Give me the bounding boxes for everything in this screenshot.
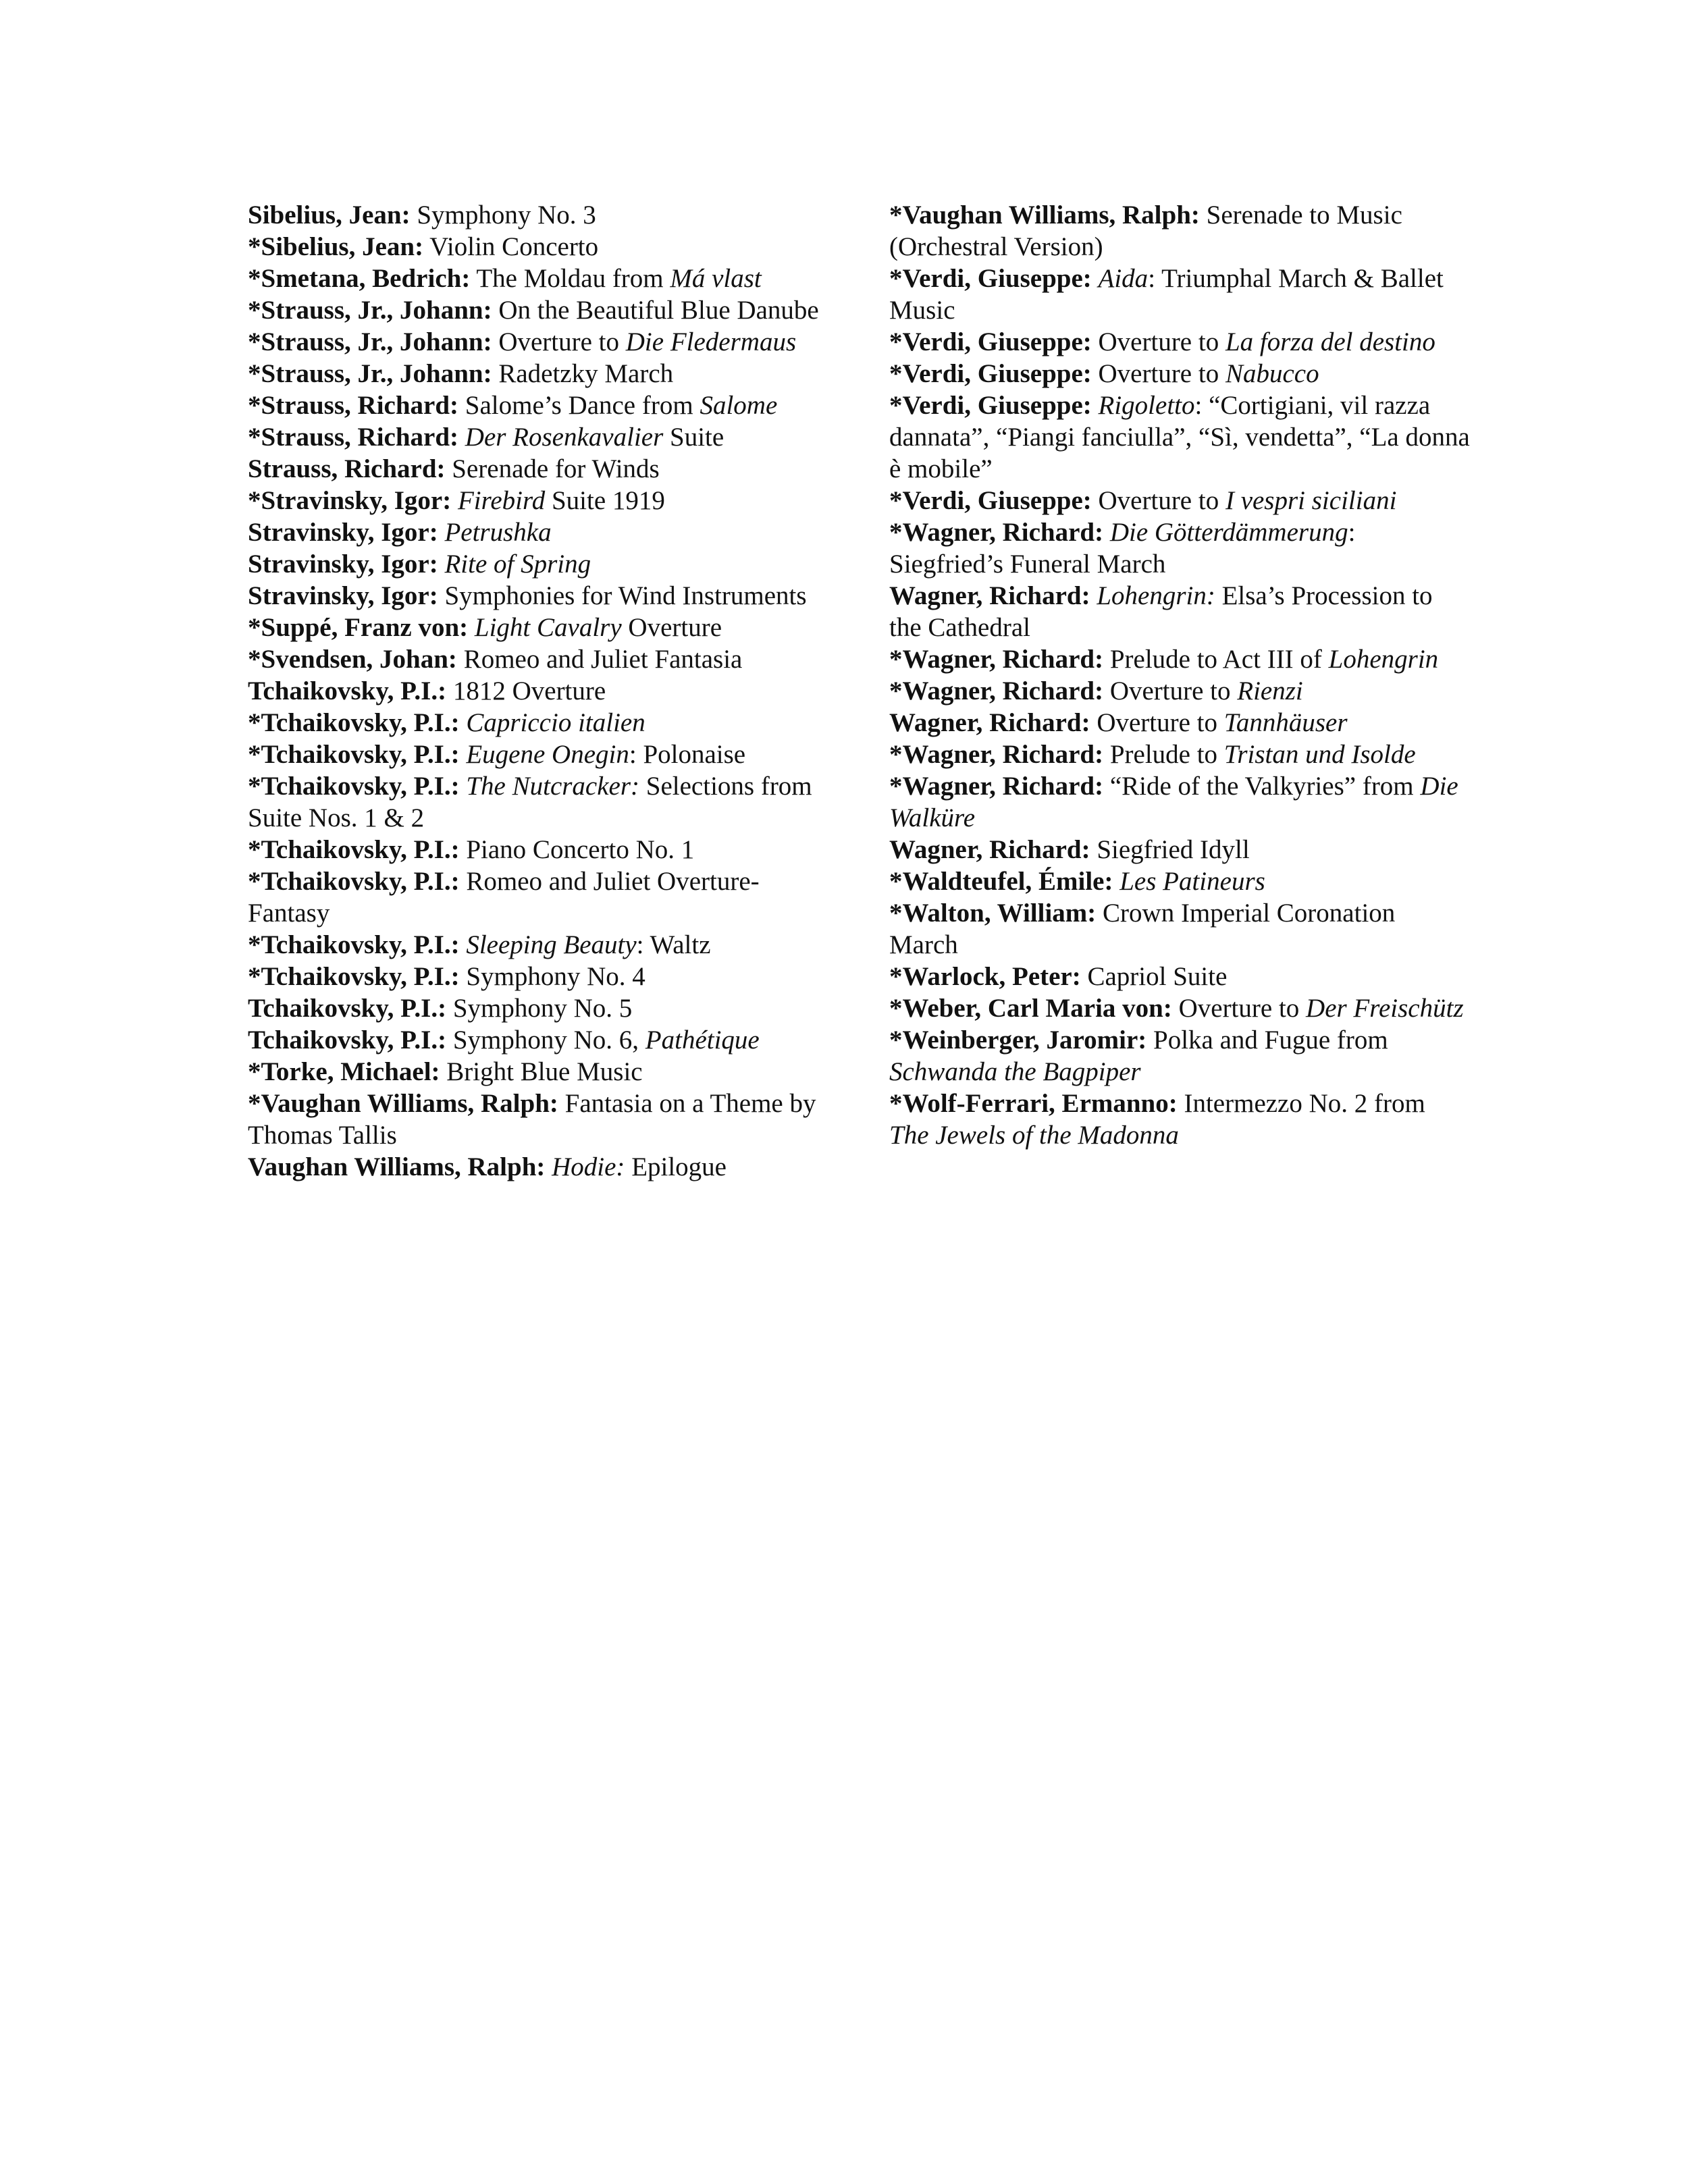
repertoire-entry	[248, 1024, 828, 1056]
repertoire-entry	[889, 675, 1470, 707]
work-text: Symphony No. 4	[459, 962, 645, 991]
work-text: 1812 Overture	[446, 676, 606, 705]
work-title-italic: Má vlast	[670, 264, 762, 293]
repertoire-entry	[889, 358, 1470, 390]
repertoire-entry	[248, 516, 828, 548]
work-text: Siegfried Idyll	[1090, 835, 1250, 864]
composer-name: *Weber, Carl Maria von:	[889, 994, 1172, 1023]
composer-name: *Strauss, Richard:	[248, 423, 459, 452]
work-title-italic: Lohengrin:	[1097, 581, 1215, 610]
repertoire-entry	[248, 580, 828, 612]
repertoire-entry	[248, 643, 828, 675]
work-text: Elsa’s Procession to the Cathedral	[889, 581, 1433, 642]
composer-name: Stravinsky, Igor:	[248, 550, 438, 579]
composer-name: Wagner, Richard:	[889, 708, 1090, 737]
composer-name: *Verdi, Giuseppe:	[889, 486, 1092, 515]
work-text	[438, 550, 445, 579]
repertoire-entry	[248, 1088, 828, 1151]
work-text: Symphonies for Wind Instruments	[438, 581, 807, 610]
work-title-italic: Nabucco	[1225, 359, 1319, 388]
composer-name: *Stravinsky, Igor:	[248, 486, 452, 515]
work-text: Romeo and Juliet Overture-Fantasy	[248, 867, 760, 928]
work-title-italic: Rienzi	[1237, 676, 1303, 705]
repertoire-entry	[248, 707, 828, 739]
composer-name: *Tchaikovsky, P.I.:	[248, 930, 460, 959]
repertoire-entry	[248, 421, 828, 453]
repertoire-entry	[248, 263, 828, 294]
work-text: : “Cortigiani, vil razza dannata”, “Piangi fanciulla”, “Sì, vendetta”, “La donna è mobile”	[889, 391, 1470, 483]
work-text: Radetzky March	[492, 359, 674, 388]
work-title-italic: Firebird	[457, 486, 546, 515]
repertoire-entry	[248, 326, 828, 358]
work-text: Overture	[621, 613, 722, 642]
work-text	[1090, 581, 1097, 610]
composer-name: *Weinberger, Jaromir:	[889, 1026, 1147, 1055]
work-text	[460, 772, 467, 801]
work-title-italic: The Nutcracker:	[466, 772, 640, 801]
work-text: Symphony No. 5	[446, 994, 633, 1023]
work-title-italic: Salome	[700, 391, 778, 420]
work-text: Romeo and Juliet Fantasia	[456, 645, 743, 674]
repertoire-entry	[248, 231, 828, 263]
composer-name: *Tchaikovsky, P.I.:	[248, 740, 460, 769]
work-text: Overture to	[1091, 327, 1225, 356]
repertoire-entry	[248, 199, 828, 231]
repertoire-entry	[889, 580, 1470, 643]
left-column	[248, 199, 828, 1183]
composer-name: *Verdi, Giuseppe:	[889, 391, 1092, 420]
work-title-italic: Die Götterdämmerung	[1109, 518, 1348, 547]
composer-name: *Vaughan Williams, Ralph:	[889, 201, 1200, 230]
work-text: : Waltz	[636, 930, 711, 959]
repertoire-entry	[248, 675, 828, 707]
work-text: Overture to	[492, 327, 626, 356]
work-text: Intermezzo No. 2 from	[1177, 1089, 1425, 1118]
work-title-italic: Hodie:	[552, 1152, 625, 1181]
work-title-italic: Light Cavalry	[474, 613, 622, 642]
composer-name: Vaughan Williams, Ralph:	[248, 1152, 546, 1181]
work-text	[451, 486, 458, 515]
work-text: Overture to	[1103, 676, 1238, 705]
composer-name: *Verdi, Giuseppe:	[889, 327, 1092, 356]
composer-name: Stravinsky, Igor:	[248, 518, 438, 547]
work-text: Symphony No. 3	[410, 201, 596, 230]
repertoire-entry	[248, 865, 828, 929]
work-text: Overture to	[1090, 708, 1224, 737]
work-title-italic: Der Freischütz	[1306, 994, 1464, 1023]
repertoire-entry	[248, 294, 828, 326]
work-text: Suite	[663, 423, 724, 452]
composer-name: Strauss, Richard:	[248, 454, 446, 483]
composer-name: *Torke, Michael:	[248, 1057, 440, 1086]
work-text	[438, 518, 445, 547]
composer-name: Tchaikovsky, P.I.:	[248, 676, 447, 705]
work-text: Epilogue	[625, 1152, 727, 1181]
work-text: Selections from Suite Nos. 1 & 2	[248, 772, 812, 832]
work-text	[460, 708, 467, 737]
repertoire-entry	[248, 739, 828, 770]
work-title-italic: Der Rosenkavalier	[465, 423, 664, 452]
composer-name: Tchaikovsky, P.I.:	[248, 1026, 447, 1055]
composer-name: *Tchaikovsky, P.I.:	[248, 867, 460, 896]
work-title-italic: Rigoletto	[1098, 391, 1195, 420]
work-text: Overture to	[1091, 359, 1225, 388]
repertoire-entry	[248, 992, 828, 1024]
work-text: Serenade to Music (Orchestral Version)	[889, 201, 1402, 261]
composer-name: *Tchaikovsky, P.I.:	[248, 835, 460, 864]
work-title-italic: Die Walküre	[889, 772, 1458, 832]
work-text: Symphony No. 6,	[446, 1026, 645, 1055]
work-text: Suite 1919	[545, 486, 665, 515]
composer-name: *Svendsen, Johan:	[248, 645, 457, 674]
repertoire-entry	[889, 485, 1470, 516]
repertoire-entry	[248, 453, 828, 485]
work-title-italic: La forza del destino	[1225, 327, 1435, 356]
composer-name: *Tchaikovsky, P.I.:	[248, 772, 460, 801]
work-title-italic: Die Fledermaus	[625, 327, 797, 356]
work-text: Crown Imperial Coronation March	[889, 899, 1396, 959]
work-text: : Triumphal March & Ballet Music	[889, 264, 1444, 325]
composer-name: *Sibelius, Jean:	[248, 232, 424, 261]
work-title-italic: The Jewels of the Madonna	[889, 1121, 1179, 1150]
work-text	[460, 740, 467, 769]
composer-name: *Strauss, Jr., Johann:	[248, 296, 492, 325]
repertoire-entry	[248, 1056, 828, 1088]
work-text	[545, 1152, 552, 1181]
composer-name: Tchaikovsky, P.I.:	[248, 994, 447, 1023]
composer-name: *Wagner, Richard:	[889, 645, 1104, 674]
work-title-italic: Tannhäuser	[1223, 708, 1348, 737]
repertoire-entry	[889, 961, 1470, 992]
work-title-italic: Sleeping Beauty	[466, 930, 637, 959]
work-text	[1092, 264, 1099, 293]
composer-name: *Vaughan Williams, Ralph:	[248, 1089, 558, 1118]
repertoire-entry	[248, 961, 828, 992]
work-text: : Polonaise	[629, 740, 746, 769]
work-text: Capriol Suite	[1080, 962, 1228, 991]
repertoire-entry	[889, 1088, 1470, 1151]
work-title-italic: Les Patineurs	[1119, 867, 1265, 896]
work-title-italic: Eugene Onegin	[466, 740, 629, 769]
work-text: : Siegfried’s Funeral March	[889, 518, 1356, 579]
work-text: On the Beautiful Blue Danube	[492, 296, 819, 325]
work-text	[1103, 518, 1110, 547]
composer-name: *Smetana, Bedrich:	[248, 264, 471, 293]
work-text	[1092, 391, 1099, 420]
work-text: Violin Concerto	[423, 232, 599, 261]
composer-name: *Wagner, Richard:	[889, 676, 1104, 705]
composer-name: Wagner, Richard:	[889, 581, 1090, 610]
composer-name: *Wagner, Richard:	[889, 518, 1104, 547]
work-title-italic: Capriccio italien	[466, 708, 645, 737]
work-title-italic: Lohengrin	[1328, 645, 1439, 674]
composer-name: Wagner, Richard:	[889, 835, 1090, 864]
composer-name: *Wagner, Richard:	[889, 740, 1104, 769]
repertoire-entry	[889, 263, 1470, 326]
composer-name: *Tchaikovsky, P.I.:	[248, 708, 460, 737]
composer-name: *Walton, William:	[889, 899, 1097, 928]
work-text: Salome’s Dance from	[458, 391, 700, 420]
repertoire-entry	[248, 1151, 828, 1183]
work-text: Bright Blue Music	[440, 1057, 643, 1086]
composer-name: *Strauss, Jr., Johann:	[248, 327, 492, 356]
repertoire-entry	[889, 199, 1470, 263]
composer-name: *Strauss, Richard:	[248, 391, 459, 420]
composer-name: *Verdi, Giuseppe:	[889, 264, 1092, 293]
work-text: Polka and Fugue from	[1146, 1026, 1388, 1055]
work-title-italic: Schwanda the Bagpiper	[889, 1057, 1141, 1086]
composer-name: *Verdi, Giuseppe:	[889, 359, 1092, 388]
composer-name: *Wagner, Richard:	[889, 772, 1104, 801]
repertoire-entry	[889, 516, 1470, 580]
repertoire-entry	[889, 992, 1470, 1024]
repertoire-entry	[248, 485, 828, 516]
right-column	[889, 199, 1470, 1151]
repertoire-entry	[889, 707, 1470, 739]
composer-name: Stravinsky, Igor:	[248, 581, 438, 610]
repertoire-entry	[889, 390, 1470, 485]
repertoire-entry	[248, 358, 828, 390]
composer-name: *Warlock, Peter:	[889, 962, 1081, 991]
work-text	[468, 613, 475, 642]
work-text: Overture to	[1171, 994, 1307, 1023]
repertoire-entry	[248, 770, 828, 834]
work-title-italic: I vespri siciliani	[1225, 486, 1397, 515]
work-text	[458, 423, 465, 452]
work-text: Piano Concerto No. 1	[459, 835, 695, 864]
composer-name: *Strauss, Jr., Johann:	[248, 359, 492, 388]
repertoire-entry	[889, 326, 1470, 358]
composer-name: *Waldteufel, Émile:	[889, 867, 1113, 896]
repertoire-entry	[889, 739, 1470, 770]
work-text	[1113, 867, 1119, 896]
work-text: The Moldau from	[470, 264, 670, 293]
work-title-italic: Rite of Spring	[444, 550, 591, 579]
repertoire-entry	[248, 834, 828, 865]
work-title-italic: Petrushka	[444, 518, 552, 547]
work-text: Serenade for Winds	[445, 454, 660, 483]
work-text: “Ride of the Valkyries” from	[1103, 772, 1421, 801]
work-title-italic: Pathétique	[645, 1026, 760, 1055]
repertoire-entry	[248, 612, 828, 643]
repertoire-entry	[248, 929, 828, 961]
repertoire-entry	[889, 897, 1470, 961]
repertoire-entry	[889, 643, 1470, 675]
composer-name: *Wolf-Ferrari, Ermanno:	[889, 1089, 1178, 1118]
repertoire-entry	[248, 390, 828, 421]
work-title-italic: Aida	[1098, 264, 1149, 293]
work-text: Overture to	[1091, 486, 1225, 515]
composer-name: Sibelius, Jean:	[248, 201, 411, 230]
composer-name: *Suppé, Franz von:	[248, 613, 469, 642]
composer-name: *Tchaikovsky, P.I.:	[248, 962, 460, 991]
repertoire-entry	[889, 834, 1470, 865]
repertoire-entry	[889, 770, 1470, 834]
repertoire-entry	[889, 865, 1470, 897]
work-text: Prelude to	[1103, 740, 1224, 769]
work-title-italic: Tristan und Isolde	[1223, 740, 1416, 769]
work-text: Fantasia on a Theme by Thomas Tallis	[248, 1089, 816, 1150]
work-text	[460, 930, 467, 959]
repertoire-entry	[889, 1024, 1470, 1088]
work-text: Prelude to Act III of	[1103, 645, 1329, 674]
repertoire-entry	[248, 548, 828, 580]
